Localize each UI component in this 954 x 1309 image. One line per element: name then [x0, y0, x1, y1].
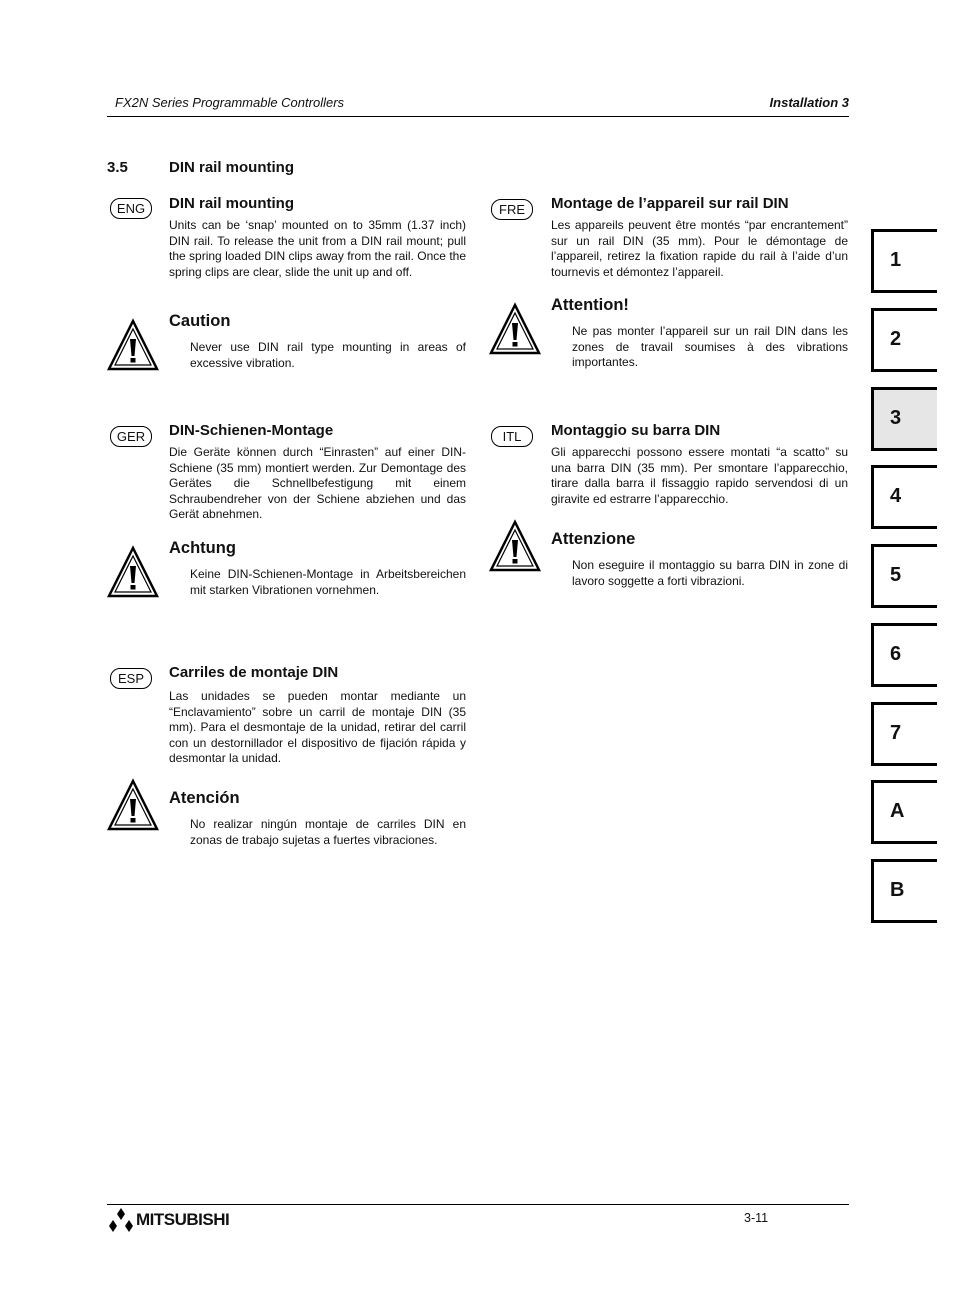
- chapter-tab-label: A: [890, 800, 905, 822]
- chapter-tab-label: 1: [890, 249, 902, 271]
- fre-text: Les appareils peuvent être montés “par encrantement” sur un rail DIN (35 mm). Pour le démontage de l’appareil, retirez la fixation rapide du rail à l’aide d’un tournevis et démontez l’appareil.: [551, 218, 848, 279]
- chapter-tab-label: 7: [890, 722, 902, 744]
- esp-warning-text: No realizar ningún montaje de carriles DIN en zonas de trabajo sujetas a fuertes vibraciones.: [190, 817, 466, 847]
- header-chapter: Installation 3: [769, 95, 849, 110]
- warning-icon: [106, 318, 160, 372]
- mitsubishi-logo: [108, 1208, 248, 1232]
- chapter-tab-7[interactable]: [871, 702, 937, 766]
- ger-warning-title: Achtung: [169, 539, 236, 557]
- fre-warning-title: Attention!: [551, 296, 629, 314]
- page-number: 3-11: [744, 1211, 769, 1225]
- chapter-tab-3[interactable]: [871, 387, 937, 451]
- lang-badge-eng: ENG: [110, 198, 152, 219]
- chapter-tab-4[interactable]: [871, 465, 937, 529]
- eng-text: Units can be ‘snap’ mounted on to 35mm (1.37 inch) DIN rail. To release the unit from a DIN rail mount; pull the spring loaded DIN clips away from the rail. Once the spring clips are clear, slide the unit up and off.: [169, 218, 466, 279]
- section-title: DIN rail mounting: [169, 159, 294, 176]
- esp-text: Las unidades se pueden montar mediante un “Enclavamiento” sobre un carril de montaje DIN (35 mm). Para el desmontaje de la unidad, retirar del carril con un destornillador el dispositivo de fijación rápida y desmontar la unidad.: [169, 689, 466, 765]
- lang-badge-itl: ITL: [491, 426, 533, 447]
- footer-rule: [107, 1204, 849, 1205]
- ger-warning-text: Keine DIN-Schienen-Montage in Arbeitsbereichen mit starken Vibrationen vornehmen.: [190, 567, 466, 597]
- itl-warning-title: Attenzione: [551, 530, 636, 548]
- chapter-tab-label: 4: [890, 485, 902, 507]
- eng-title: DIN rail mounting: [169, 195, 294, 212]
- warning-icon: [106, 545, 160, 599]
- fre-warning-text: Ne pas monter l’appareil sur un rail DIN dans les zones de travail soumises à des vibrations importantes.: [572, 324, 848, 369]
- chapter-tab-label: B: [890, 879, 905, 901]
- chapter-tab-label: 3: [890, 407, 902, 429]
- lang-badge-fre: FRE: [491, 199, 533, 220]
- fre-title: Montage de l’appareil sur rail DIN: [551, 195, 789, 212]
- ger-text: Die Geräte können durch “Einrasten” auf einer DIN-Schiene (35 mm) montiert werden. Zur Demontage des Gerätes die Schnellbefestigung mit einem Schraubendreher von der Schiene abziehen und das Gerät abnehmen.: [169, 445, 466, 521]
- header-title: FX2N Series Programmable Controllers: [115, 95, 345, 110]
- esp-warning-title: Atención: [169, 789, 240, 807]
- esp-title: Carriles de montaje DIN: [169, 664, 339, 681]
- warning-icon: [488, 519, 542, 573]
- three-diamonds-icon: [108, 1208, 134, 1232]
- chapter-tab-2[interactable]: [871, 308, 937, 372]
- chapter-tab-6[interactable]: [871, 623, 937, 687]
- warning-icon: [106, 778, 160, 832]
- section-number: 3.5: [107, 159, 128, 176]
- logo-text: MITSUBISHI: [136, 1210, 230, 1229]
- ger-title: DIN-Schienen-Montage: [169, 422, 334, 439]
- chapter-tab-label: 6: [890, 643, 902, 665]
- eng-warning-text: Never use DIN rail type mounting in areas of excessive vibration.: [190, 340, 466, 370]
- lang-badge-esp: ESP: [110, 668, 152, 689]
- itl-title: Montaggio su barra DIN: [551, 422, 721, 439]
- chapter-tab-1[interactable]: [871, 229, 937, 293]
- chapter-tab-label: 2: [890, 328, 902, 350]
- chapter-tab-b[interactable]: [871, 859, 937, 923]
- chapter-tab-5[interactable]: [871, 544, 937, 608]
- warning-icon: [488, 302, 542, 356]
- itl-text: Gli apparecchi possono essere montati “a scatto” su una barra DIN (35 mm). Per smontare l’apparecchio, tirare dalla barra il fissaggio rapido servendosi di un giravite ed estrarre l’apparecchio.: [551, 445, 848, 506]
- chapter-tab-a[interactable]: [871, 780, 937, 844]
- chapter-tab-label: 5: [890, 564, 902, 586]
- itl-warning-text: Non eseguire il montaggio su barra DIN in zone di lavoro soggette a forti vibrazioni.: [572, 558, 848, 588]
- header-rule: [107, 116, 849, 117]
- lang-badge-ger: GER: [110, 426, 152, 447]
- eng-warning-title: Caution: [169, 312, 231, 330]
